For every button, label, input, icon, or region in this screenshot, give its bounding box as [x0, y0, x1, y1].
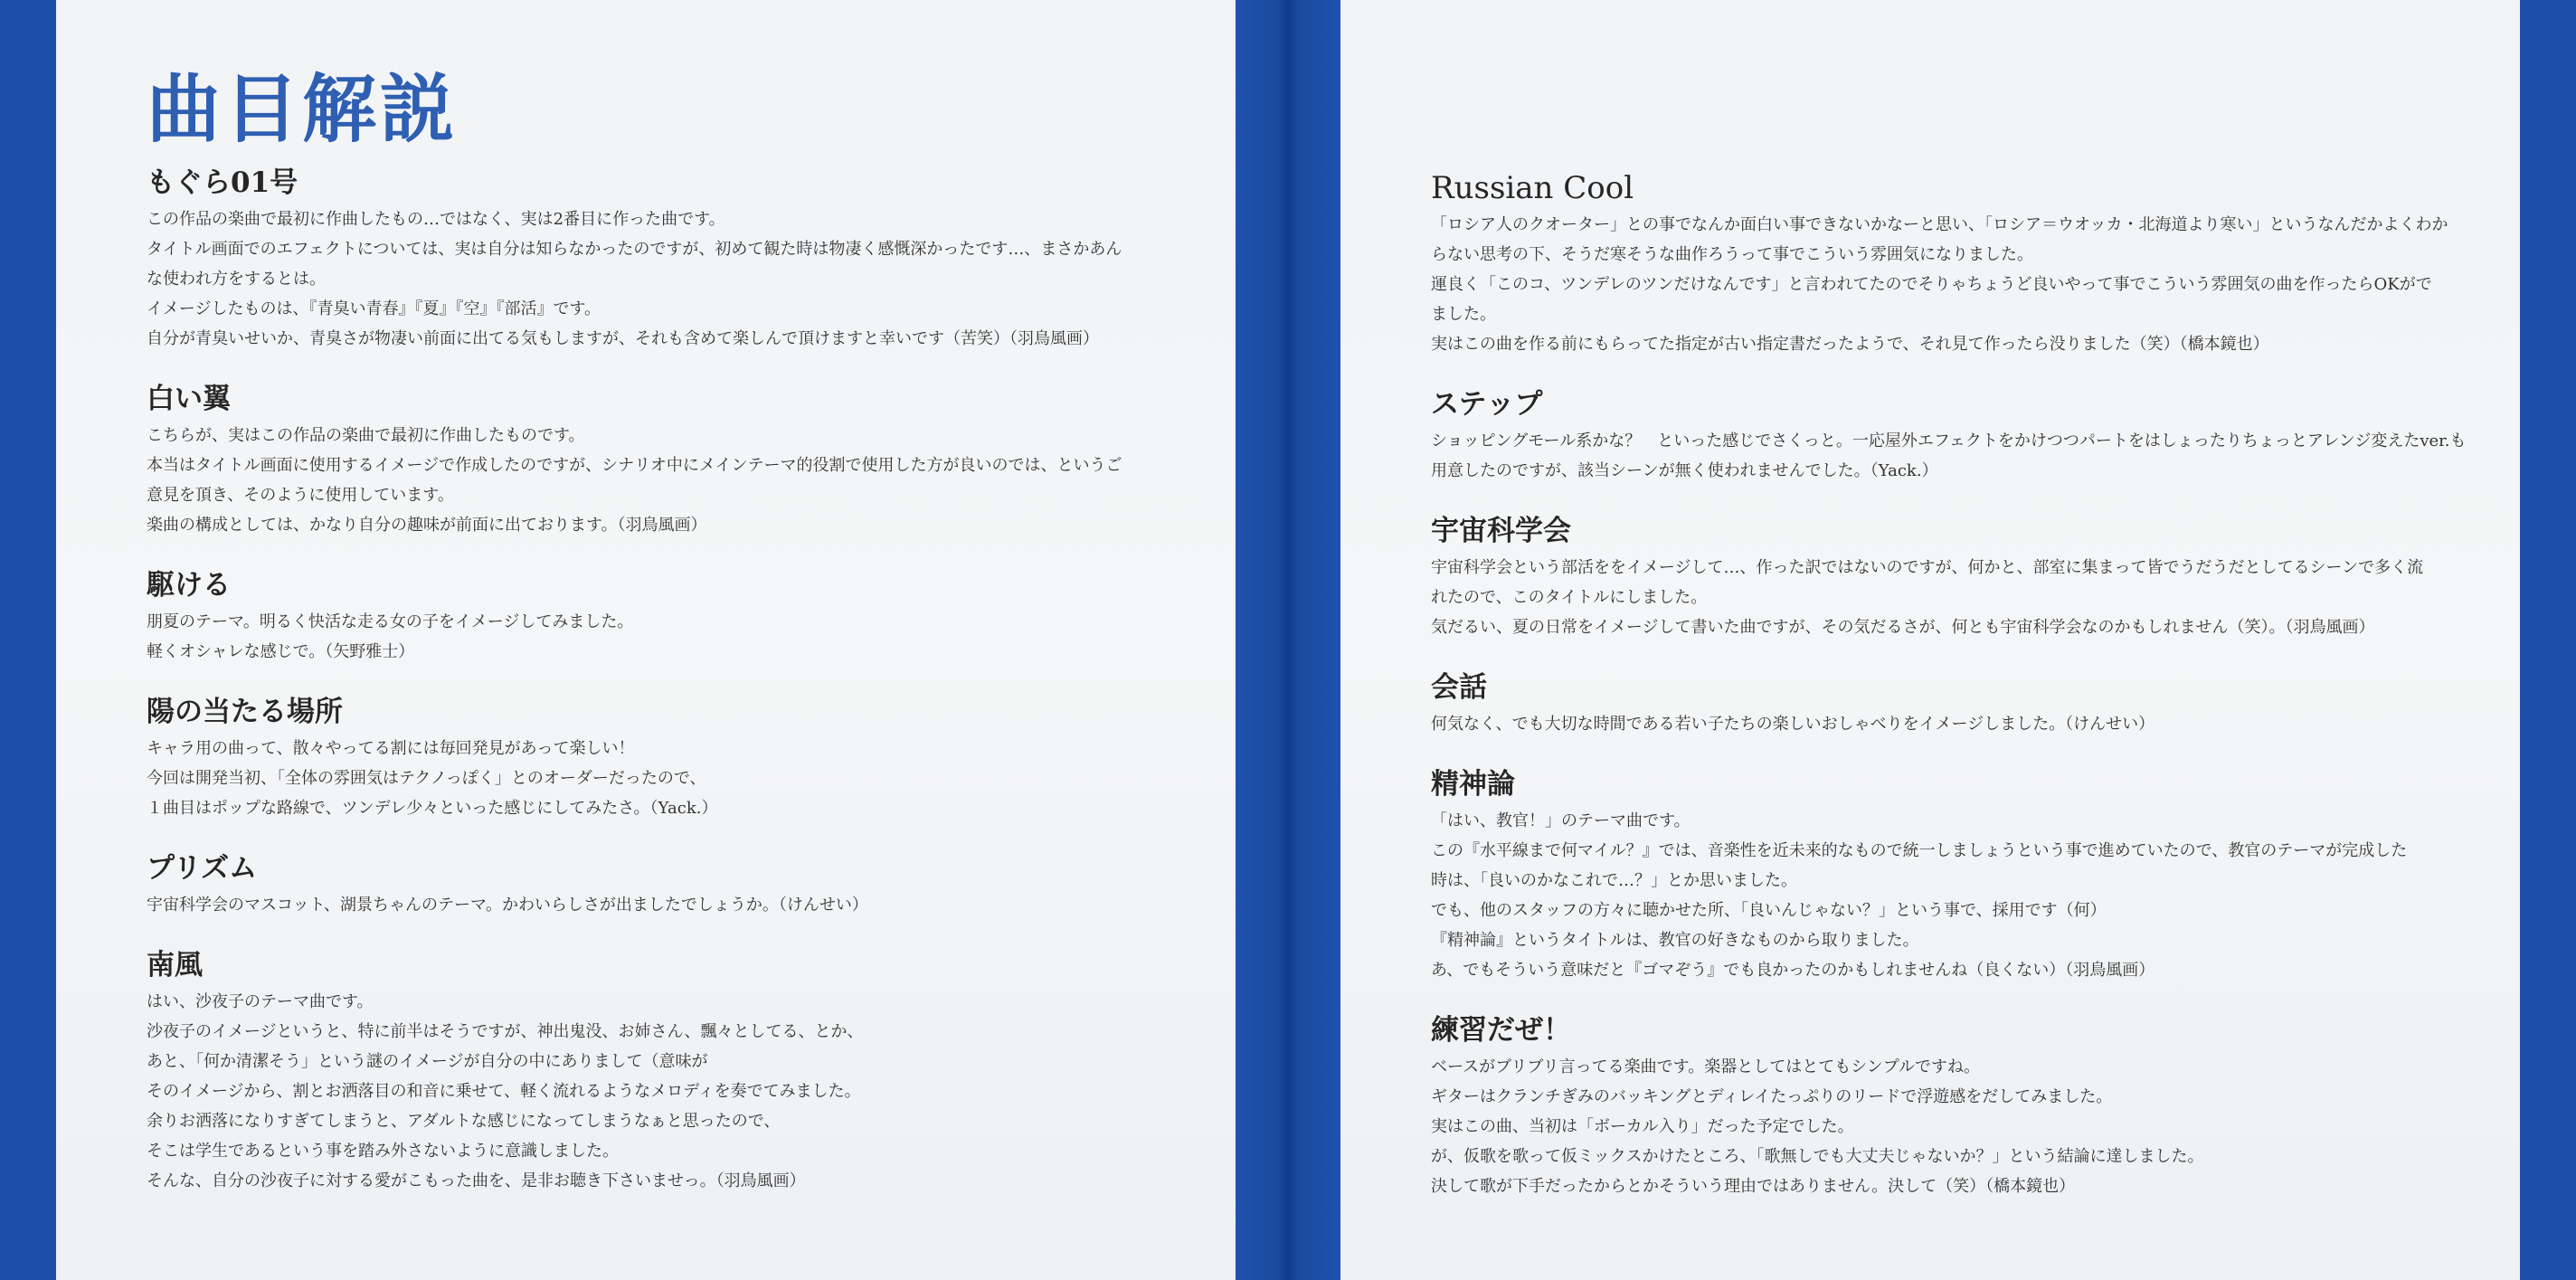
track-note-line: 今回は開発当初、「全体の雰囲気はテクノっぽく」とのオーダーだったので、: [147, 769, 706, 788]
track-title: 練習だぜ！: [1431, 1014, 1571, 1047]
track-entry: [1431, 170, 2471, 359]
right-column: [1431, 170, 2471, 1228]
track-note-line: 時は、「良いのかなこれで…？」とか思いました。: [1431, 871, 1797, 890]
left-track-list: [147, 165, 1187, 1196]
spine-band: [1236, 0, 1340, 1280]
track-note-line: ました。: [1431, 305, 1496, 324]
track-entry: [1431, 1012, 2471, 1201]
track-note-line: 余りお洒落になりすぎてしまうと、アダルトな感じになってしまうなぁと思ったので、: [147, 1112, 781, 1131]
track-entry: [1431, 669, 2471, 739]
track-title: 南風: [147, 949, 203, 981]
track-entry: [1431, 513, 2471, 642]
track-note-line: そのイメージから、割とお洒落目の和音に乗せて、軽く流れるようなメロディを奏でてみました。: [147, 1082, 861, 1101]
track-note-line: な使われ方をするとは。: [147, 270, 326, 289]
track-title: 陽の当たる場所: [147, 696, 343, 728]
track-note-line: あ、でもそういう意味だと『ゴマぞう』でも良かったのかもしれませんね（良くない）（羽鳥風画）: [1431, 961, 2155, 980]
track-note-line: そこは学生であるという事を踏み外さないように意識しました。: [147, 1142, 619, 1161]
track-entry: [147, 567, 1187, 667]
track-note-line: 本当はタイトル画面に使用するイメージで作成したのですが、シナリオ中にメインテーマ的役割で使用した方が良いのでは、というご: [147, 456, 1122, 475]
track-entry: [147, 694, 1187, 823]
track-note-line: 「ロシア人のクオーター」との事でなんか面白い事できないかなーと思い、「ロシア＝ウオッカ・北海道より寒い」というなんだかよくわか: [1431, 215, 2448, 234]
track-note-line: 『精神論』というタイトルは、教官の好きなものから取りました。: [1431, 931, 1919, 950]
track-note-line: 実はこの曲、当初は「ボーカル入り」だった予定でした。: [1431, 1117, 1854, 1136]
track-entry: [147, 165, 1187, 354]
track-note-line: ベースがブリブリ言ってる楽曲です。楽器としてはとてもシンプルですね。: [1431, 1057, 1981, 1076]
track-note-line: 沙夜子のイメージというと、特に前半はそうですが、神出鬼没、お姉さん、飄々としてる、とか、: [147, 1022, 864, 1041]
track-note-line: 決して歌が下手だったからとかそういう理由ではありません。決して（笑）（橋本鏡也）: [1431, 1177, 2076, 1196]
track-note-line: 気だるい、夏の日常をイメージして書いた曲ですが、その気だるさが、何とも宇宙科学会なのかもしれません（笑）。（羽鳥風画）: [1431, 618, 2375, 637]
track-note-line: が、仮歌を歌って仮ミックスかけたところ、「歌無しでも大丈夫じゃないか？」という結論に達しました。: [1431, 1147, 2204, 1166]
right-edge-band: [2520, 0, 2576, 1280]
track-entry: [147, 850, 1187, 920]
track-note-line: 運良く「このコ、ツンデレのツンだけなんです」と言われてたのでそりゃちょうど良いやって事でこういう雰囲気の曲を作ったらOKがで: [1431, 275, 2432, 294]
track-note-line: この作品の楽曲で最初に作曲したもの…ではなく、実は2番目に作った曲です。: [147, 210, 725, 229]
track-note-line: ギターはクランチぎみのバッキングとディレイたっぷりのリードで浮遊感をだしてみました。: [1431, 1087, 2113, 1106]
track-note-line: 自分が青臭いせいか、青臭さが物凄い前面に出てる気もしますが、それも含めて楽しんで頂けますと幸いです（苦笑）（羽鳥風画）: [147, 329, 1099, 348]
track-entry: [1431, 386, 2471, 486]
track-note-line: れたので、このタイトルにしました。: [1431, 588, 1708, 607]
page-title: 曲目解説: [147, 66, 459, 153]
track-note-line: １曲目はポップな路線で、ツンデレ少々といった感じにしてみたさ。（Yack.）: [147, 799, 718, 818]
track-note-line: 意見を頂き、そのように使用しています。: [147, 486, 454, 505]
track-title: 白い翼: [147, 383, 231, 415]
track-note-line: 朋夏のテーマ。明るく快活な走る女の子をイメージしてみました。: [147, 612, 634, 631]
left-edge-band: [0, 0, 56, 1280]
track-title: プリズム: [147, 852, 258, 885]
track-note-line: ショッピングモール系かな？ といった感じでさくっと。一応屋外エフェクトをかけつつパートをはしょったりちょっとアレンジ変えたver.も: [1431, 431, 2467, 450]
left-column: [147, 63, 1187, 1223]
track-note-line: 何気なく、でも大切な時間である若い子たちの楽しいおしゃべりをイメージしました。（けんせい）: [1431, 715, 2155, 734]
track-title: Russian Cool: [1431, 170, 1634, 206]
track-title: 宇宙科学会: [1431, 515, 1571, 547]
track-entry: [147, 381, 1187, 540]
track-note-line: はい、沙夜子のテーマ曲です。: [147, 992, 374, 1011]
track-note-line: この『水平線まで何マイル？』では、音楽性を近未来的なもので統一しましょうという事で進めていたので、教官のテーマが完成した: [1431, 841, 2408, 860]
track-note-line: 軽くオシャレな感じで。（矢野雅士）: [147, 642, 415, 661]
track-note-line: あと、「何か清潔そう」という謎のイメージが自分の中にありまして（意味が: [147, 1052, 708, 1071]
track-note-line: キャラ用の曲って、散々やってる割には毎回発見があって楽しい！: [147, 739, 635, 758]
track-note-line: こちらが、実はこの作品の楽曲で最初に作曲したものです。: [147, 426, 585, 445]
track-note-line: 用意したのですが、該当シーンが無く使われませんでした。（Yack.）: [1431, 461, 1938, 480]
track-title: ステップ: [1431, 388, 1543, 421]
track-note-line: でも、他のスタッフの方々に聴かせた所、「良いんじゃない？」という事で、採用です（何）: [1431, 901, 2107, 920]
track-note-line: イメージしたものは、『青臭い青春』『夏』『空』『部活』です。: [147, 299, 601, 318]
track-note-line: 宇宙科学会のマスコット、湖景ちゃんのテーマ。かわいらしさが出ましたでしょうか。（けんせい）: [147, 896, 868, 915]
track-note-line: 宇宙科学会という部活ををイメージして…、作った訳ではないのですが、何かと、部室に集まって皆でうだうだとしてるシーンで多く流: [1431, 558, 2424, 577]
right-track-list: [1431, 170, 2471, 1201]
track-title: もぐら01号: [147, 166, 298, 199]
track-note-line: タイトル画面でのエフェクトについては、実は自分は知らなかったのですが、初めて観た時は物凄く感慨深かったです…、まさかあん: [147, 240, 1122, 259]
track-entry: [1431, 766, 2471, 985]
track-title: 駆ける: [147, 569, 231, 602]
track-entry: [147, 947, 1187, 1196]
track-note-line: 実はこの曲を作る前にもらってた指定が古い指定書だったようで、それ見て作ったら没りました（笑）（橋本鏡也）: [1431, 335, 2269, 354]
track-title: 精神論: [1431, 768, 1515, 801]
track-note-line: らない思考の下、そうだ寒そうな曲作ろうって事でこういう雰囲気になりました。: [1431, 245, 2033, 264]
track-note-line: 「はい、教官！」のテーマ曲です。: [1431, 811, 1690, 830]
track-title: 会話: [1431, 671, 1487, 704]
track-note-line: 楽曲の構成としては、かなり自分の趣味が前面に出ております。（羽鳥風画）: [147, 516, 707, 535]
track-note-line: そんな、自分の沙夜子に対する愛がこもった曲を、是非お聴き下さいませっ。（羽鳥風画）: [147, 1171, 806, 1190]
